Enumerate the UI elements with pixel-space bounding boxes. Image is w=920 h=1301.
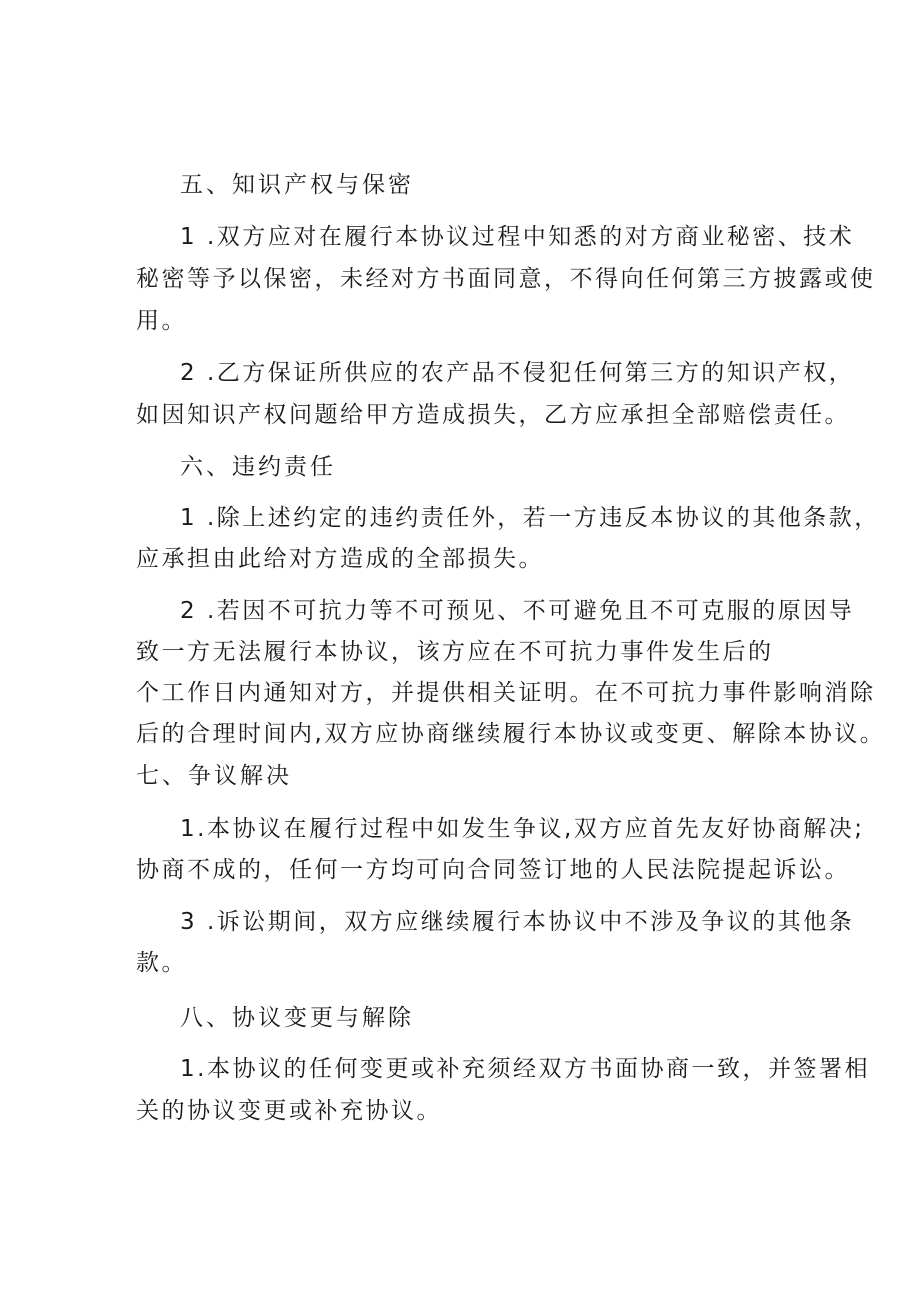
paragraph-line: 协商不成的，任何一方均可向合同签订地的人民法院提起诉讼。 bbox=[136, 857, 850, 883]
paragraph-line: 1.本协议在履行过程中如发生争议,双方应首先友好协商解决; bbox=[180, 816, 865, 842]
paragraph-line: 1 .除上述约定的违约责任外，若一方违反本协议的其他条款， bbox=[180, 505, 880, 531]
paragraph-line: 2 .乙方保证所供应的农产品不侵犯任何第三方的知识产权， bbox=[180, 360, 855, 386]
paragraph-line: 用。 bbox=[136, 308, 187, 334]
paragraph-line: 秘密等予以保密，未经对方书面同意，不得向任何第三方披露或使 bbox=[136, 266, 876, 292]
paragraph-line: 1.本协议的任何变更或补充须经双方书面协商一致，并签署相 bbox=[180, 1056, 870, 1082]
section-heading: 六、违约责任 bbox=[180, 454, 336, 480]
paragraph-line: 后的合理时间内,双方应协商继续履行本协议或变更、解除本协议。 bbox=[136, 721, 886, 747]
section-heading: 五、知识产权与保密 bbox=[180, 172, 414, 198]
paragraph-line: 款。 bbox=[136, 950, 187, 976]
paragraph-line: 2 .若因不可抗力等不可预见、不可避免且不可克服的原因导 bbox=[180, 598, 855, 624]
paragraph-line: 应承担由此给对方造成的全部损失。 bbox=[136, 546, 544, 572]
section-heading: 八、协议变更与解除 bbox=[180, 1005, 414, 1031]
paragraph-line: 如因知识产权问题给甲方造成损失，乙方应承担全部赔偿责任。 bbox=[136, 402, 850, 428]
paragraph-line: 1 .双方应对在履行本协议过程中知悉的对方商业秘密、技术 bbox=[180, 224, 855, 250]
paragraph-line: 个工作日内通知对方，并提供相关证明。在不可抗力事件影响消除 bbox=[136, 680, 876, 706]
paragraph-line: 致一方无法履行本协议，该方应在不可抗力事件发生后的 bbox=[136, 639, 774, 665]
section-heading: 七、争议解决 bbox=[136, 763, 292, 789]
paragraph-line: 关的协议变更或补充协议。 bbox=[136, 1098, 442, 1124]
paragraph-line: 3 .诉讼期间，双方应继续履行本协议中不涉及争议的其他条 bbox=[180, 909, 855, 935]
